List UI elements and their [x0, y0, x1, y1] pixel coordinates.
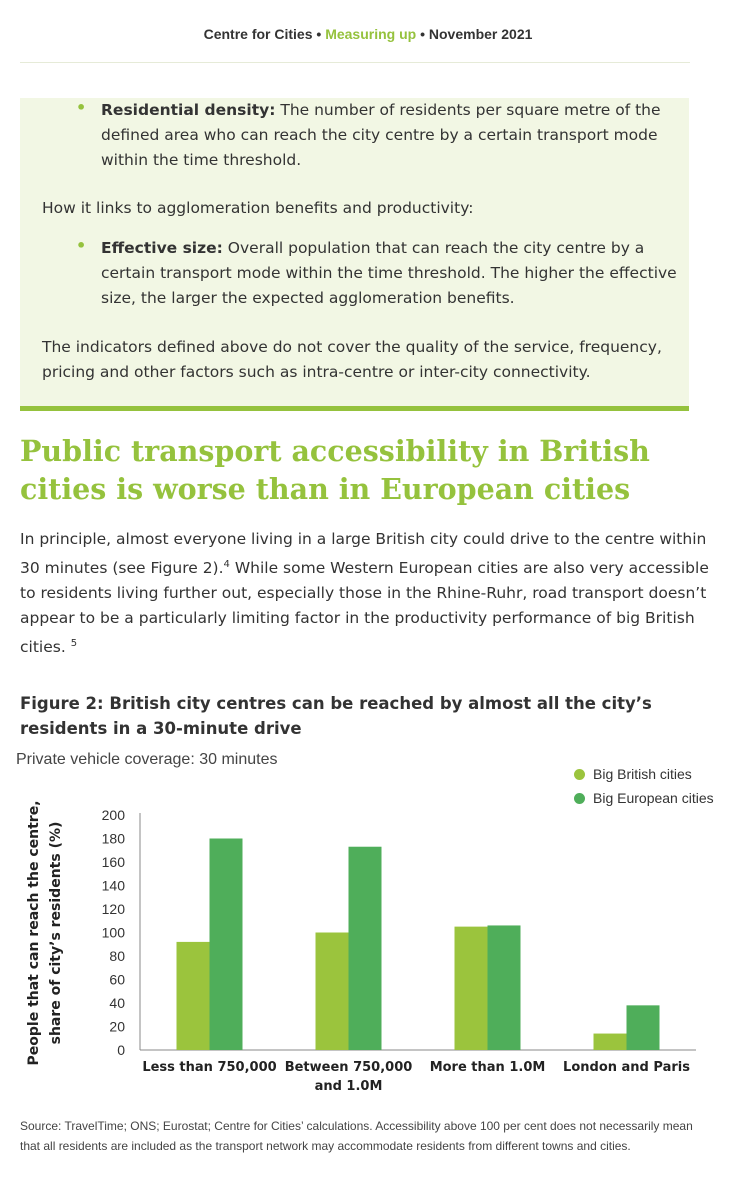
y-tick-label: 0 [117, 1042, 125, 1058]
header-org: Centre for Cities [203, 26, 313, 42]
bullet-description: The number of residents per square metre of the defined area who can reach the city centre by a certain transport mode within the time threshold. [101, 101, 661, 169]
bullet-icon: • [76, 98, 87, 117]
legend-swatch-british [574, 769, 585, 780]
bar-european [488, 925, 521, 1050]
bar-european [627, 1005, 660, 1050]
y-tick-label: 180 [101, 830, 125, 847]
bar-british [316, 933, 349, 1051]
bar-british [177, 942, 210, 1050]
bullet-term: Effective size: [101, 239, 223, 257]
definition-box [20, 98, 689, 411]
footnote-ref[interactable]: 5 [70, 638, 78, 650]
bar-european [349, 847, 382, 1050]
y-tick-label: 200 [101, 807, 125, 823]
bar-british [594, 1034, 627, 1050]
x-tick-label: London and Paris [563, 1060, 690, 1075]
y-axis-label: People that can reach the centre, [26, 800, 42, 1066]
paragraph-text: In principle, almost everyone living in a large British city could drive to the centre within 30 minutes (see Figure 2). [20, 530, 707, 578]
y-tick-label: 140 [101, 877, 125, 894]
bullet-residential-density [76, 98, 681, 173]
bar-european [210, 839, 243, 1051]
legend-label: Big European cities [593, 790, 714, 806]
y-tick-label: 20 [109, 1018, 125, 1035]
header-divider [20, 62, 690, 63]
header-sep: • [312, 26, 326, 42]
y-tick-label: 160 [101, 854, 125, 870]
y-axis-label: share of city’s residents (%) [48, 821, 64, 1045]
x-tick-label: Less than 750,000 [142, 1060, 277, 1075]
page-header [0, 26, 736, 42]
bullet-text [101, 236, 681, 311]
x-tick-label: and 1.0M [314, 1079, 383, 1094]
bullet-description: Overall population that can reach the city centre by a certain transport mode within the time threshold. The higher the effective size, the larger the expected agglomeration benefits. [101, 239, 677, 307]
x-tick-label: Between 750,000 [284, 1060, 413, 1075]
bullet-term: Residential density: [101, 101, 276, 119]
figure-source: Source: TravelTime; ONS; Eurostat; Centre for Cities’ calculations. Accessibility above 100 per cent does not necessarily mean that all residents are included as the transport network may accommodate residents from different towns and cities. [20, 1119, 693, 1153]
legend-label: Big British cities [593, 766, 692, 782]
bullet-text [101, 98, 681, 173]
x-tick-label: More than 1.0M [429, 1060, 546, 1075]
y-tick-label: 60 [109, 971, 125, 988]
figure-title: Figure 2: British city centres can be reached by almost all the city’s residents in a 30-minute drive [20, 694, 652, 738]
header-sep: • [416, 26, 429, 42]
header-publication: Measuring up [325, 26, 417, 42]
legend-item-british [574, 762, 714, 786]
bullet-effective-size [76, 236, 681, 311]
paragraph-text: While some Western European cities are also very accessible to residents living further out, especially those in the Rhine-Ruhr, road transport doesn’t appear to be a particularly limiting factor in the productivity performance of big British cities. [20, 559, 709, 657]
figure-subtitle: Private vehicle coverage: 30 minutes [16, 751, 278, 768]
box-note: The indicators defined above do not cover the quality of the service, frequency, pricing and other factors such as intra-centre or inter-city connectivity. [42, 338, 662, 381]
y-tick-label: 80 [109, 948, 125, 964]
bar-chart [0, 795, 736, 1105]
bullet-icon: • [76, 236, 87, 255]
header-date: November 2021 [428, 26, 533, 42]
footnote-ref[interactable]: 4 [223, 559, 230, 570]
links-intro: How it links to agglomeration benefits and productivity: [42, 199, 474, 217]
body-paragraph [20, 527, 720, 660]
y-tick-label: 40 [109, 995, 125, 1011]
section-heading: Public transport accessibility in British cities is worse than in European cities [20, 434, 650, 506]
y-tick-label: 100 [101, 924, 125, 941]
y-tick-label: 120 [101, 901, 125, 917]
bar-british [455, 927, 488, 1050]
